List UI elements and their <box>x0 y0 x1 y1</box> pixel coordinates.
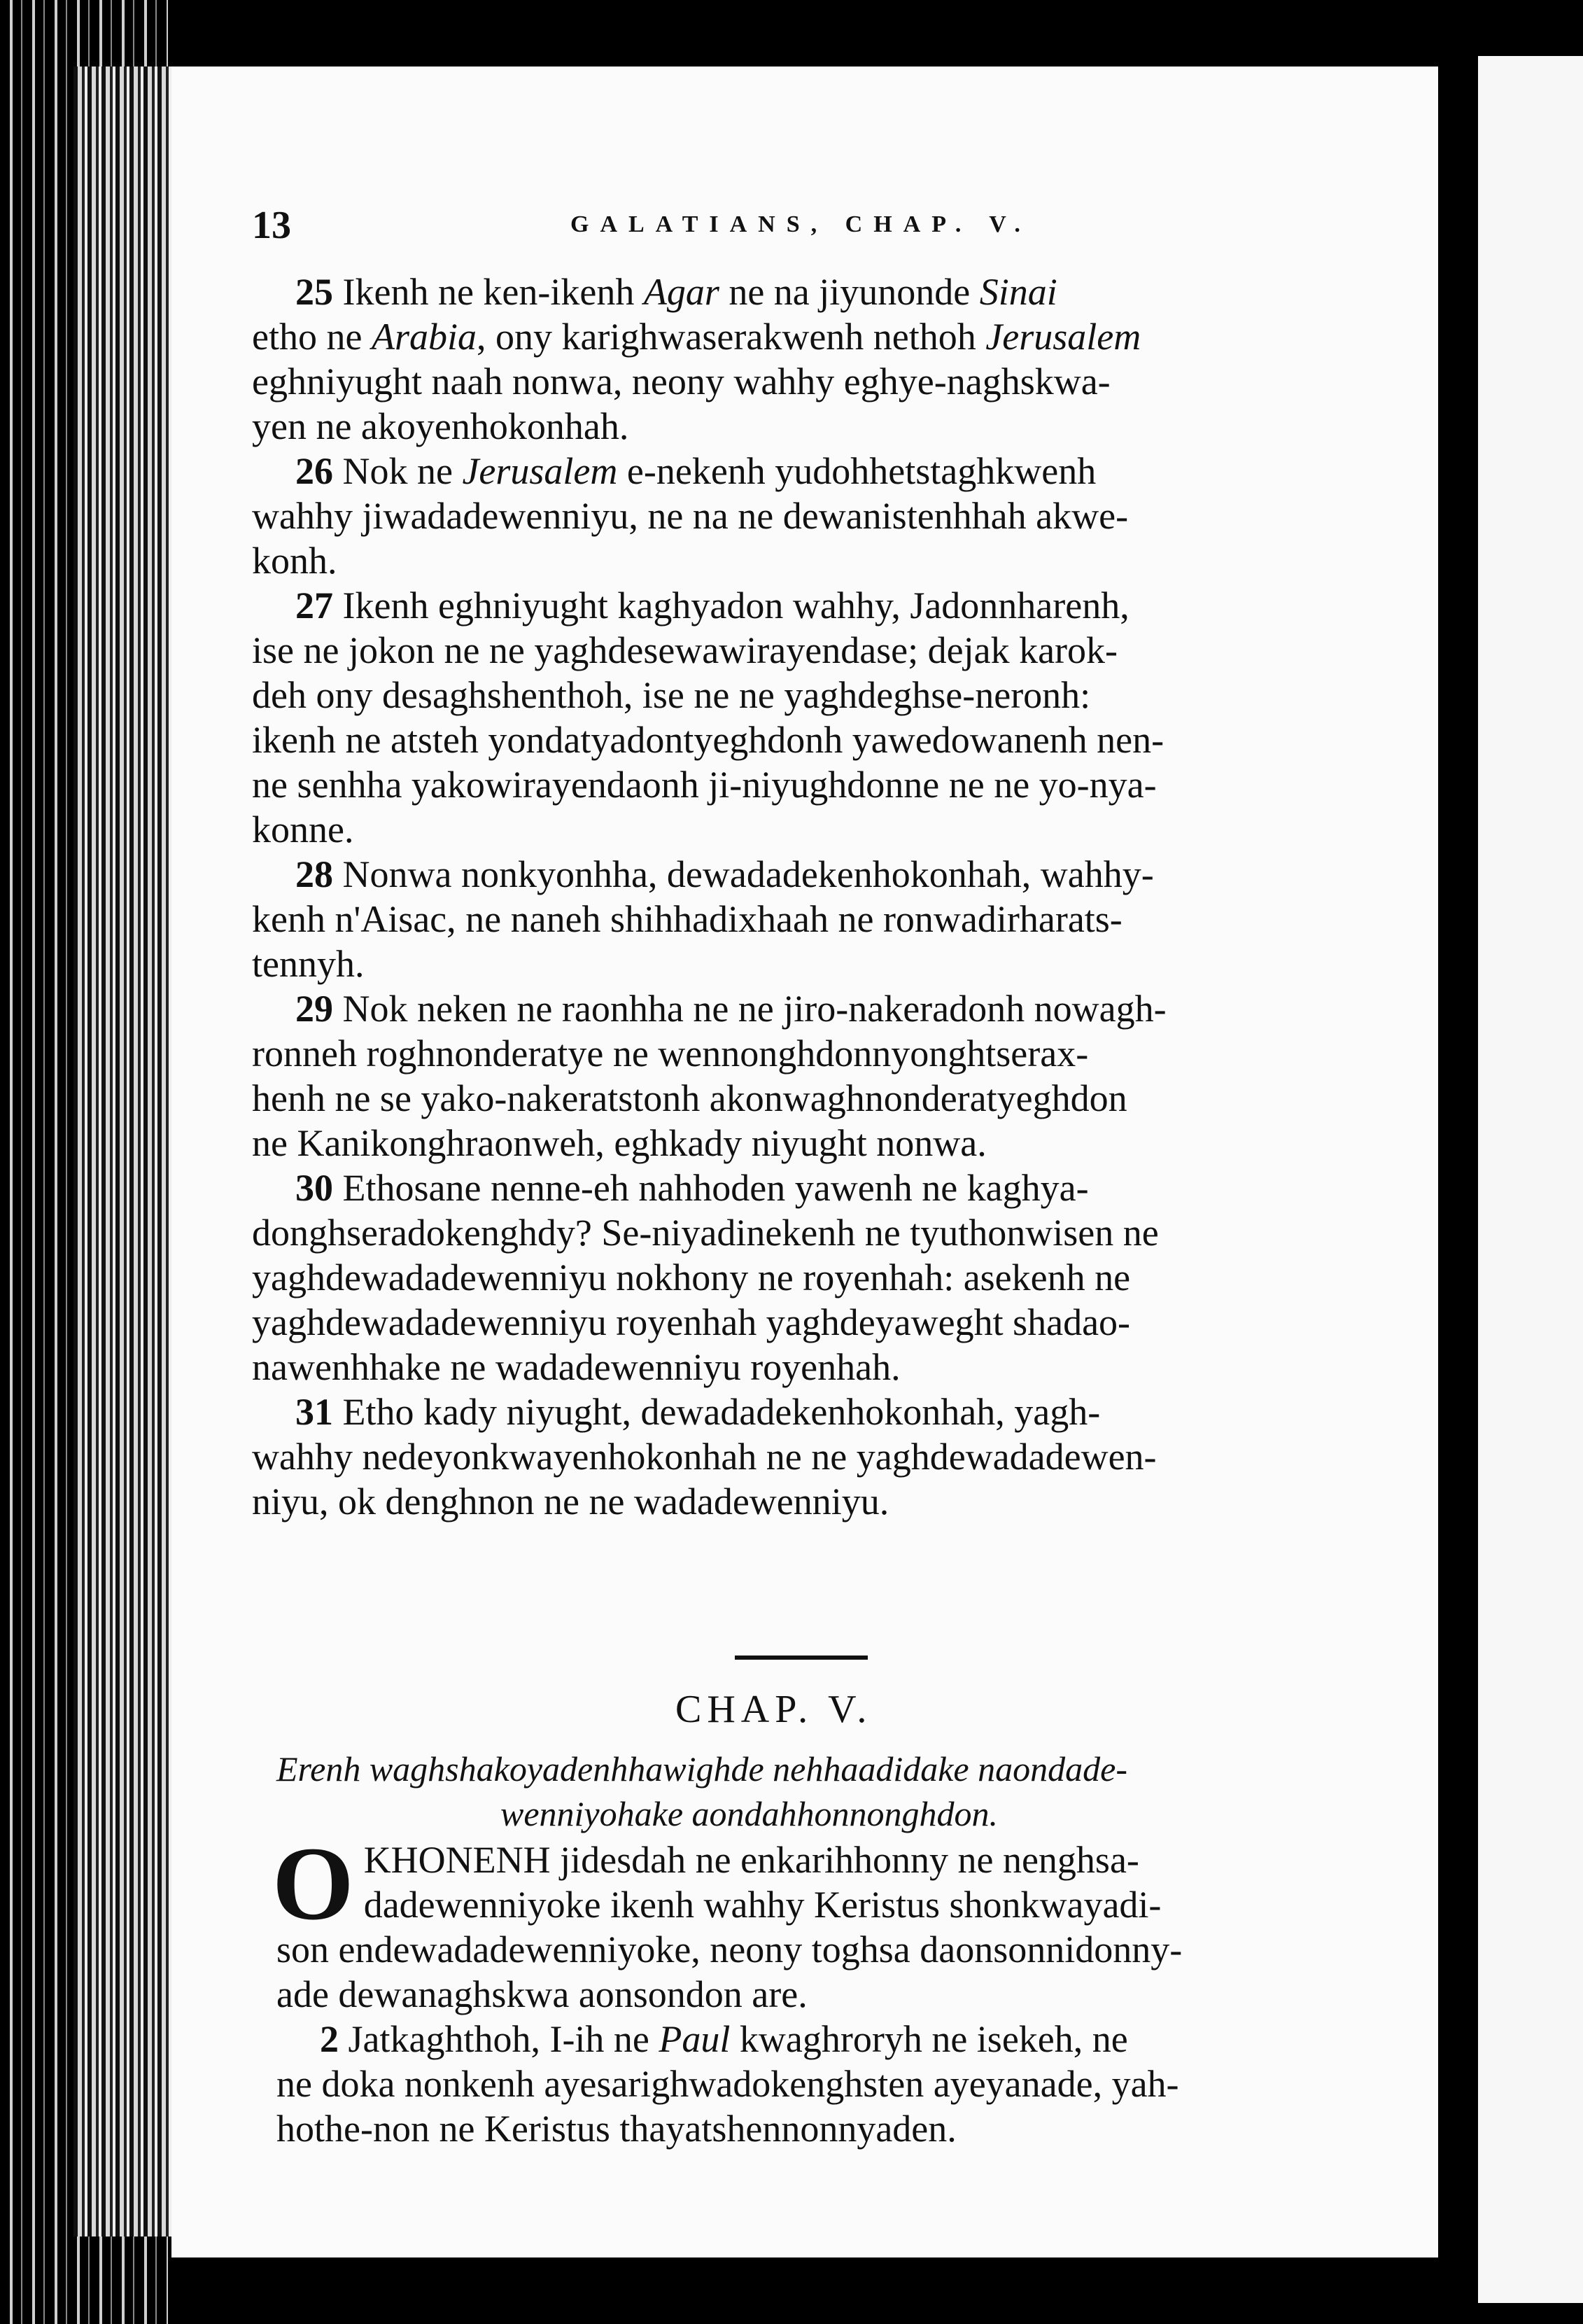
text-line: henh ne se yako-nakeratstonh akonwaghnonderatyeghdon <box>252 1077 1127 1119</box>
text-line: son endewadadewenniyoke, neony toghsa daonsonnidonny- <box>276 1928 1183 1970</box>
text-line: yaghdewadadewenniyu royenhah yaghdeyaweght shadao- <box>252 1301 1131 1343</box>
text-line: eghniyught naah nonwa, neony wahhy eghye-naghskwa- <box>252 360 1111 402</box>
text-line: ade dewanaghskwa aonsondon are. <box>276 1973 808 2015</box>
text-line: donghseradokenghdy? Se-niyadinekenh ne tyuthonwisen ne <box>252 1212 1159 1254</box>
text-line: ikenh ne atsteh yondatyadontyeghdonh yawedowanenh nen- <box>252 719 1165 761</box>
text-line: ne doka nonkenh ayesarighwadokenghsten ayeyanade, yah- <box>276 2063 1179 2105</box>
verse-number: 27 <box>295 584 343 626</box>
verse-1 <box>276 1837 1396 2017</box>
section-divider <box>735 1656 868 1660</box>
verse-2 <box>276 2017 1396 2151</box>
text-line: wahhy jiwadadewenniyu, ne na ne dewanistenhhah akwe- <box>252 495 1129 537</box>
italic-word: Jerusalem <box>462 450 618 492</box>
text-line: niyu, ok denghnon ne ne wadadewenniyu. <box>252 1480 889 1522</box>
text-line: ne senhha yakowirayendaonh ji-niyughdonne ne ne yo-nya- <box>252 764 1157 806</box>
text-line: 26 Nok ne Jerusalem e-nekenh yudohhetstaghkwenh <box>295 450 1097 492</box>
chapter-title: CHAP. V. <box>675 1688 873 1731</box>
text-line: tennyh. <box>252 943 365 985</box>
verse-number: 30 <box>295 1167 343 1209</box>
verse-number: 31 <box>295 1391 343 1433</box>
verse-number: 25 <box>295 271 343 313</box>
italic-word: Arabia <box>371 316 477 358</box>
italic-word: Agar <box>643 271 719 313</box>
text-line: 30 Ethosane nenne-eh nahhoden yawenh ne kaghya- <box>295 1167 1089 1209</box>
verse-number: 28 <box>295 853 343 895</box>
page-header <box>252 203 1407 252</box>
text-line: 31 Etho kady niyught, dewadadekenhokonhah, yagh- <box>295 1391 1101 1433</box>
verse-number: 2 <box>320 2018 349 2060</box>
verse-number: 26 <box>295 450 343 492</box>
summary-line: Erenh waghshakoyadenhhawighde nehhaadidake naondade- <box>276 1749 1127 1788</box>
text-line: yen ne akoyenhokonhah. <box>252 405 629 447</box>
book-page <box>171 66 1438 2258</box>
running-head: GALATIANS, CHAP. V. <box>570 211 1032 237</box>
text-line: konh. <box>252 540 337 582</box>
verses-block <box>252 270 1333 1524</box>
italic-word: Jerusalem <box>985 316 1141 358</box>
facing-page-edge <box>1463 56 1583 2303</box>
text-line: 28 Nonwa nonkyonhha, dewadadekenhokonhah, wahhy- <box>295 853 1154 895</box>
text-line: ronneh roghnonderatye ne wennonghdonnyonghtserax- <box>252 1032 1089 1074</box>
text-line: hothe-non ne Keristus thayatshennonnyaden. <box>276 2108 957 2150</box>
chapter-text <box>272 1826 1396 2151</box>
text-line: 29 Nok neken ne raonhha ne ne jiro-nakeradonh nowagh- <box>295 988 1167 1030</box>
text-line: ise ne jokon ne ne yaghdesewawirayendase; dejak karok- <box>252 629 1118 671</box>
verse-number: 29 <box>295 988 343 1030</box>
text-line: etho ne Arabia, ony karighwaserakwenh nethoh Jerusalem <box>252 316 1141 358</box>
text-line: 27 Ikenh eghniyught kaghyadon wahhy, Jadonnharenh, <box>295 584 1130 626</box>
text-line: KHONENH jidesdah ne enkarihhonny ne nenghsa- <box>363 1839 1139 1881</box>
text-line: 2 Jatkaghthoh, I-ih ne Paul kwaghroryh ne isekeh, ne <box>320 2018 1128 2060</box>
text-line: ne Kanikonghraonweh, eghkady niyught nonwa. <box>252 1122 987 1164</box>
text-line: konne. <box>252 808 354 850</box>
text-line: kenh n'Aisac, ne naneh shihhadixhaah ne ronwadirharats- <box>252 898 1123 940</box>
page-number: 13 <box>252 204 291 247</box>
text-line: yaghdewadadewenniyu nokhony ne royenhah: asekenh ne <box>252 1256 1131 1298</box>
text-line: 25 Ikenh ne ken-ikenh Agar ne na jiyunonde Sinai <box>295 271 1057 313</box>
page-edges <box>73 66 171 2236</box>
chapter-summary <box>276 1746 1396 1836</box>
text-line: deh ony desaghshenthoh, ise ne ne yaghdeghse-neronh: <box>252 674 1091 716</box>
drop-cap: O <box>272 1826 354 1942</box>
summary-line: wenniyohake aondahhonnonghdon. <box>500 1794 999 1833</box>
text-line: dadewenniyoke ikenh wahhy Keristus shonkwayadi- <box>363 1884 1162 1926</box>
text-line: nawenhhake ne wadadewenniyu royenhah. <box>252 1346 901 1388</box>
italic-word: Sinai <box>979 271 1057 313</box>
italic-word: Paul <box>659 2018 731 2060</box>
text-line: wahhy nedeyonkwayenhokonhah ne ne yaghdewadadewen- <box>252 1436 1157 1478</box>
